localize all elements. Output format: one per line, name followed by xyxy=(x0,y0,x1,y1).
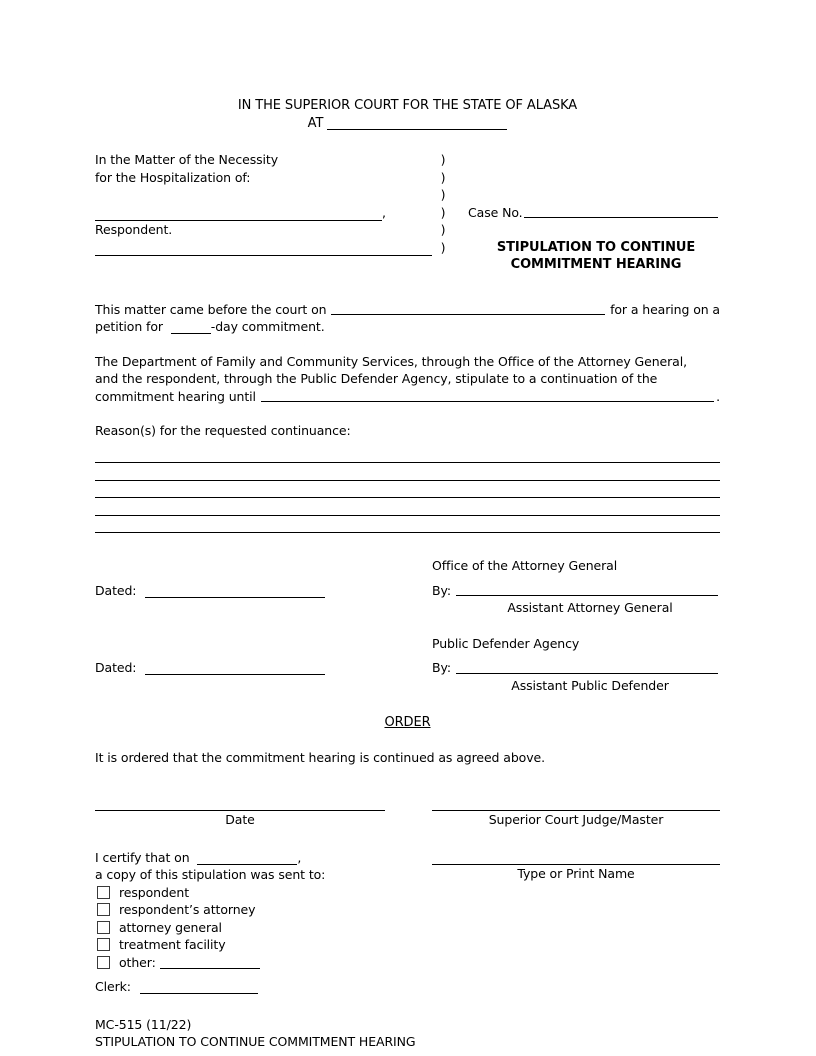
stipulation-line-2: and the respondent, through the Public Defender Agency, stipulate to a continuation of the xyxy=(95,371,658,386)
recipient-label: other: xyxy=(119,954,156,970)
caption-paren: ) xyxy=(440,239,446,255)
dated-label-2: Dated: xyxy=(95,660,137,675)
attorney-general-checkbox[interactable] xyxy=(97,921,110,934)
order-signature-row xyxy=(95,796,720,829)
by-row-1 xyxy=(432,582,720,600)
recipient-row-other xyxy=(95,954,432,972)
reason-line[interactable] xyxy=(95,516,720,534)
caption-right-spacer xyxy=(454,151,720,204)
sig-grid-empty xyxy=(95,677,432,695)
type-print-name-blank[interactable] xyxy=(432,850,720,865)
order-date-blank[interactable] xyxy=(95,796,385,811)
dated-blank-2[interactable] xyxy=(145,663,325,676)
recipient-row-attorney-general xyxy=(95,919,432,937)
caption-bottom-blank[interactable] xyxy=(95,244,432,257)
caption-empty-row xyxy=(95,186,432,204)
certify-text-before: I certify that on xyxy=(95,849,190,865)
sig-grid-empty xyxy=(95,557,432,575)
matter-line-2: for the Hospitalization of: xyxy=(95,169,251,185)
petition-text-before: petition for xyxy=(95,319,163,334)
certification-right xyxy=(432,849,720,996)
reason-line[interactable] xyxy=(95,446,720,464)
case-caption xyxy=(95,151,720,274)
order-heading xyxy=(95,714,720,732)
order-heading-text: ORDER xyxy=(384,715,431,730)
signature-block xyxy=(95,557,720,694)
hearing-paragraph xyxy=(95,301,720,336)
reasons-lines xyxy=(95,446,720,534)
caption-right-empty-row xyxy=(454,221,720,239)
reason-line[interactable] xyxy=(95,481,720,499)
recipient-label: treatment facility xyxy=(119,937,226,952)
hearing-text-after: for a hearing on a xyxy=(610,301,720,317)
attorney-general-role-label: Assistant Attorney General xyxy=(507,600,673,615)
by-label-2: By: xyxy=(432,660,451,675)
sig-grid-empty xyxy=(95,599,432,617)
caption-paren: ) xyxy=(440,204,446,220)
court-location-line xyxy=(95,115,720,133)
judge-label: Superior Court Judge/Master xyxy=(488,812,664,827)
caption-right-block xyxy=(454,151,720,274)
form-footer-title: STIPULATION TO CONTINUE COMMITMENT HEARING xyxy=(95,1034,416,1049)
reasons-label: Reason(s) for the requested continuance: xyxy=(95,423,351,438)
document-title-line-2: COMMITMENT HEARING xyxy=(510,257,682,272)
continuance-text-before: commitment hearing until xyxy=(95,388,256,404)
dated-label-1: Dated: xyxy=(95,582,137,598)
dated-blank-1[interactable] xyxy=(145,585,325,598)
by-label-1: By: xyxy=(432,582,451,598)
document-title xyxy=(454,239,720,274)
document-title-line-1: STIPULATION TO CONTINUE xyxy=(496,239,696,255)
certify-line-2: a copy of this stipulation was sent to: xyxy=(95,867,326,882)
stipulation-line-3 xyxy=(95,388,720,406)
matter-line-1: In the Matter of the Necessity xyxy=(95,152,279,167)
order-judge-column xyxy=(432,796,720,829)
certify-comma: , xyxy=(297,849,302,865)
public-defender-role-label: Assistant Public Defender xyxy=(511,677,669,693)
respondents-attorney-checkbox[interactable] xyxy=(97,903,110,916)
recipient-row-respondent xyxy=(95,884,432,902)
caption-party-block xyxy=(95,151,432,274)
caption-parens-column xyxy=(432,151,454,274)
form-footer xyxy=(95,1016,720,1051)
case-number-label: Case No. xyxy=(468,204,523,220)
respondent-name-blank[interactable] xyxy=(95,209,382,222)
certification-left xyxy=(95,849,432,996)
petition-text-after: -day commitment. xyxy=(210,319,325,334)
stipulation-paragraph xyxy=(95,353,720,406)
order-date-label: Date xyxy=(225,812,255,827)
by-signature-blank-1[interactable] xyxy=(456,595,718,596)
by-signature-blank-2[interactable] xyxy=(456,673,718,674)
caption-bottom-line-row xyxy=(95,239,432,257)
at-label: AT xyxy=(307,115,324,131)
sig-grid-empty xyxy=(95,635,432,653)
caption-paren: ) xyxy=(440,222,446,237)
respondent-name-row xyxy=(95,204,432,222)
form-number: MC-515 (11/22) xyxy=(95,1016,192,1032)
caption-paren: ) xyxy=(440,187,446,202)
signature-spacer xyxy=(95,617,720,635)
order-body-text: It is ordered that the commitment hearing is continued as agreed above. xyxy=(95,749,545,765)
by-row-2 xyxy=(432,659,720,677)
dated-row-2 xyxy=(95,659,432,677)
treatment-facility-checkbox[interactable] xyxy=(97,938,110,951)
court-title: IN THE SUPERIOR COURT FOR THE STATE OF ALASKA xyxy=(237,98,578,113)
recipient-row-treatment-facility xyxy=(95,936,432,954)
dated-row-1 xyxy=(95,582,432,600)
recipient-row-respondents-attorney xyxy=(95,901,432,919)
case-number-row xyxy=(454,204,720,222)
clerk-row xyxy=(95,978,432,996)
other-checkbox[interactable] xyxy=(97,956,110,969)
type-print-name-label: Type or Print Name xyxy=(517,865,635,881)
court-location-blank[interactable] xyxy=(327,117,507,130)
hearing-line-2 xyxy=(95,318,720,336)
court-header xyxy=(95,0,720,132)
stipulation-line-1: The Department of Family and Community Services, through the Office of the Attorney General, xyxy=(95,353,687,369)
recipient-label: respondent’s attorney xyxy=(119,902,256,917)
judge-signature-blank[interactable] xyxy=(432,796,720,811)
reason-line[interactable] xyxy=(95,463,720,481)
certification-block xyxy=(95,849,720,996)
hearing-date-blank[interactable] xyxy=(331,314,605,315)
recipient-label: respondent xyxy=(119,884,190,900)
continuance-period: . xyxy=(716,388,720,404)
continuance-date-blank[interactable] xyxy=(261,401,714,402)
attorney-general-office-label: Office of the Attorney General xyxy=(432,558,618,573)
order-date-column xyxy=(95,796,385,829)
commitment-days-blank[interactable] xyxy=(171,322,211,335)
respondent-label: Respondent. xyxy=(95,222,173,237)
respondent-checkbox[interactable] xyxy=(97,886,110,899)
public-defender-agency-label: Public Defender Agency xyxy=(432,635,580,651)
case-number-blank[interactable] xyxy=(524,217,718,218)
certify-date-blank[interactable] xyxy=(197,852,297,865)
caption-paren: ) xyxy=(440,169,446,185)
clerk-blank[interactable] xyxy=(140,982,258,995)
certify-line-1 xyxy=(95,849,432,867)
clerk-label: Clerk: xyxy=(95,979,131,994)
reason-line[interactable] xyxy=(95,498,720,516)
hearing-text-before: This matter came before the court on xyxy=(95,301,327,317)
respondent-name-comma: , xyxy=(382,204,386,220)
recipient-label: attorney general xyxy=(119,919,222,935)
caption-paren: ) xyxy=(440,152,446,167)
other-blank[interactable] xyxy=(160,956,260,969)
hearing-line-1 xyxy=(95,301,720,319)
